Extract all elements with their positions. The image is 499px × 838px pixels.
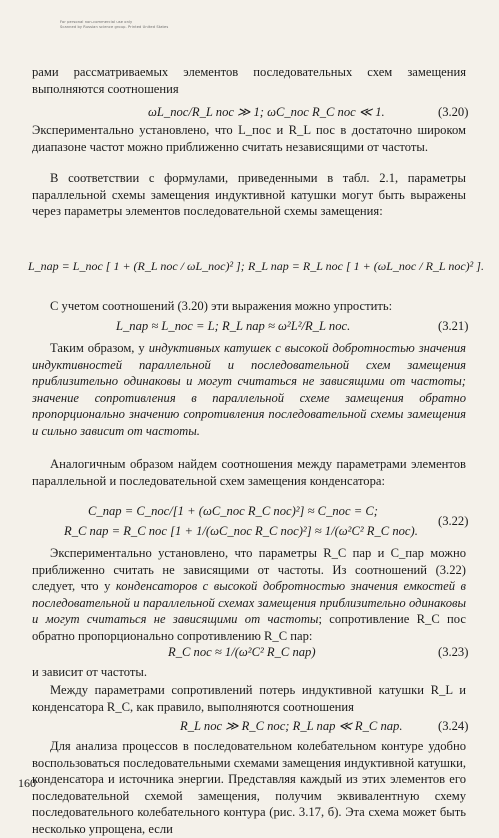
paragraph-7-tail: ; сопротивление R_C пос обратно пропорционально сопротивлению R_C пар:: [32, 612, 466, 643]
header-stamp-line-1: For personal non-commercial use only: [60, 20, 133, 24]
equation-3-20: ωL_пос/R_L пос ≫ 1; ωC_пос R_C пос ≪ 1.: [148, 105, 385, 119]
equation-number-3-20: (3.20): [438, 105, 469, 119]
equation-number-3-22: (3.22): [438, 514, 469, 528]
equation-parallel-resistance: R_L пар = R_L пос [ 1 + (ωL_пос / R_L пос)² ].: [248, 259, 484, 273]
paragraph-7-emphasis: конденсаторов с высокой добротностью значения емкостей в последовательной и параллельной схемах замещения приблизительно одинаковы и могут считаться не зависящими от частоты: [32, 579, 466, 627]
paragraph-2: Экспериментально установлено, что L_пос и R_L пос в достаточно широком диапазоне частот можно приближенно считать независящими от частоты.: [32, 123, 466, 154]
paragraph-4: С учетом соотношений (3.20) эти выражения можно упростить:: [50, 299, 393, 313]
paragraph-1: рами рассматриваемых элементов последовательных схем замещения выполняются соотношения: [32, 65, 466, 96]
equation-number-3-24: (3.24): [438, 719, 469, 733]
page-number: 160: [18, 776, 36, 790]
paragraph-3: В соответствии с формулами, приведенными в табл. 2.1, параметры параллельной схемы замещения индуктивной катушки могут быть выражены через параметры элементов последовательной схемы замещения:: [32, 171, 466, 219]
paragraph-8: и зависит от частоты.: [32, 665, 147, 679]
paragraph-5-lead: Таким образом, у: [50, 341, 149, 355]
equation-number-3-23: (3.23): [438, 645, 469, 659]
paragraph-6: Аналогичным образом найдем соотношения между параметрами элементов параллельной и последовательной схем замещения конденсатора:: [32, 457, 466, 488]
paragraph-9: Между параметрами сопротивлений потерь индуктивной катушки R_L и конденсатора R_C, как правило, выполняются соотношения: [32, 683, 466, 714]
header-stamp-line-2: Scanned by Russian science group. Printed United States: [60, 24, 169, 29]
equation-number-3-21: (3.21): [438, 319, 469, 333]
equation-3-23: R_C пос ≈ 1/(ω²C² R_C пар): [168, 645, 316, 659]
paragraph-10: Для анализа процессов в последовательном колебательном контуре удобно воспользоваться последовательными схемами замещения индуктивной катушки, конденсатора и источника энергии. Представляя каждый из этих элементов его последовательной схемой замещения, получим эквивалентную схему последовательного колебательного контура (рис. 3.17, б). Эта схема может быть несколько упрощена, если: [32, 739, 466, 836]
header-stamp: [60, 20, 280, 29]
paragraph-5-emphasis: индуктивных катушек с высокой добротностью значения индуктивностей параллельной и последовательной схем замещения приблизительно одинаковы и могут считаться не зависящими от частоты; значение сопротивления в параллельной схеме замещения обратно пропорционально значению сопротивления последовательной схемы замещения и сильно зависит от частоты.: [32, 341, 467, 438]
paragraph-5: [32, 340, 466, 440]
equation-3-22-line-2: R_C пар = R_C пос [1 + 1/(ωC_пос R_C пос)²] ≈ 1/(ω²C² R_C пос).: [64, 524, 418, 538]
equation-3-22-line-1: C_пар = C_пос/[1 + (ωC_пос R_C пос)²] ≈ C_пос = C;: [88, 504, 378, 518]
paragraph-7: [32, 545, 466, 645]
paragraph-7-lead: Экспериментально установлено, что параметры R_C пар и C_пар можно приближенно считать не зависящими от частоты. Из соотношений (3.22) следует, что у: [32, 546, 466, 594]
equation-3-21: L_пар ≈ L_пос = L; R_L пар ≈ ω²L²/R_L пос.: [116, 319, 351, 333]
equation-3-24: R_L пос ≫ R_C пос; R_L пар ≪ R_C пар.: [180, 719, 403, 733]
equation-parallel-inductance: L_пар = L_пос [ 1 + (R_L пос / ωL_пос)² ];: [28, 259, 245, 273]
